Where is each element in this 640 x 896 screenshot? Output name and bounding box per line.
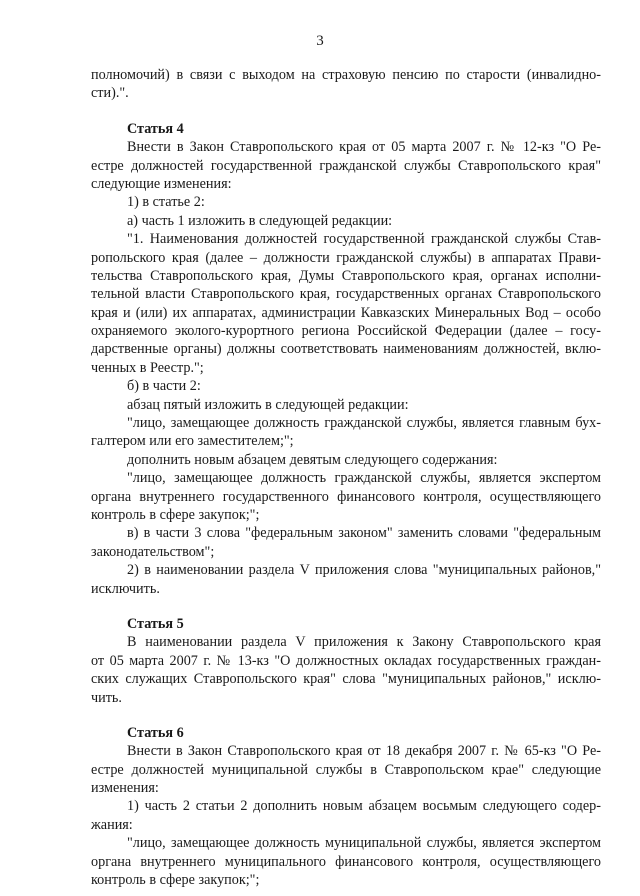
article-5 (91, 615, 601, 707)
text-line: законодательством"; (91, 543, 215, 560)
text-line: абзац пятый изложить в следующей редакции: (127, 396, 409, 413)
text-line: "лицо, замещающее должность гражданской службы, является главным бух- (127, 415, 601, 432)
article-heading: Статья 5 (127, 615, 184, 632)
text-line: изменения: (91, 780, 159, 797)
text-line: "1. Наименования должностей государственной гражданской службы Став- (127, 231, 601, 248)
text-line: Внести в Закон Ставропольского края от 18 декабря 2007 г. № 65-кз "О Ре- (127, 743, 601, 760)
intro-paragraph (91, 66, 601, 103)
text-line: 2) в наименовании раздела V приложения слова "муниципальных районов," (127, 562, 601, 579)
text-line: тельства Ставропольского края, Думы Ставропольского края, органах исполни- (91, 267, 601, 284)
text-line: "лицо, замещающее должность муниципальной службы, является экспертом (127, 835, 601, 852)
text-line: чить. (91, 689, 122, 706)
text-line: в) в части 3 слова "федеральным законом" заменить словами "федеральным (127, 525, 601, 542)
text-line: полномочий) в связи с выходом на страховую пенсию по старости (инвалидно- (91, 67, 601, 83)
text-line: органа внутреннего муниципального финансового контроля, осуществляющего (91, 853, 601, 870)
text-line: охраняемого эколого-курортного региона Российской Федерации (далее – госу- (91, 323, 601, 340)
text-line: края и (или) их аппаратах, администрации Кавказских Минеральных Вод – особо (91, 304, 601, 321)
text-line: б) в части 2: (127, 378, 201, 395)
text-line: ченных в Реестр."; (91, 359, 204, 376)
text-line: жания: (91, 816, 133, 833)
text-line: от 05 марта 2007 г. № 13-кз "О должностных окладах государственных граждан- (91, 652, 601, 669)
text-line: следующие изменения: (91, 175, 232, 192)
text-line: тельной власти Ставропольского края, государственных органах Ставропольского (91, 286, 601, 303)
text-line: 1) в статье 2: (127, 194, 205, 211)
text-line: естре должностей государственной гражданской службы Ставропольского края" (91, 157, 601, 174)
text-line: исключить. (91, 580, 160, 597)
article-4 (91, 120, 601, 598)
article-heading: Статья 6 (127, 724, 184, 741)
text-line: 1) часть 2 статьи 2 дополнить новым абзацем восьмым следующего содер- (127, 798, 601, 815)
text-line: а) часть 1 изложить в следующей редакции: (127, 212, 393, 229)
text-line: Внести в Закон Ставропольского края от 05 марта 2007 г. № 12-кз "О Ре- (127, 139, 601, 156)
text-line: контроль в сфере закупок;"; (91, 872, 260, 889)
article-6 (91, 724, 601, 890)
text-line: "лицо, замещающее должность гражданской службы, является экспертом (127, 470, 601, 487)
text-line: контроль в сфере закупок;"; (91, 506, 260, 523)
text-line: органа внутреннего государственного финансового контроля, осуществляющего (91, 488, 601, 505)
text-line: естре должностей муниципальной службы в Ставропольском крае" следующие (91, 761, 601, 778)
text-line: галтером или его заместителем;"; (91, 433, 294, 450)
text-line: дарственные органы) должны соответствовать наименованиям должностей, вклю- (91, 341, 601, 358)
document-body (91, 66, 601, 889)
article-heading: Статья 4 (127, 120, 184, 137)
text-line: ропольского края (далее – должности гражданской службы) в аппаратах Прави- (91, 249, 601, 266)
page-number: 3 (316, 33, 324, 49)
text-line: дополнить новым абзацем девятым следующего содержания: (127, 451, 498, 468)
text-line: В наименовании раздела V приложения к Закону Ставропольского края (127, 634, 601, 651)
text-line: сти).". (91, 85, 129, 102)
text-line: ских служащих Ставропольского края" слова "муниципальных районов," исклю- (91, 671, 601, 688)
